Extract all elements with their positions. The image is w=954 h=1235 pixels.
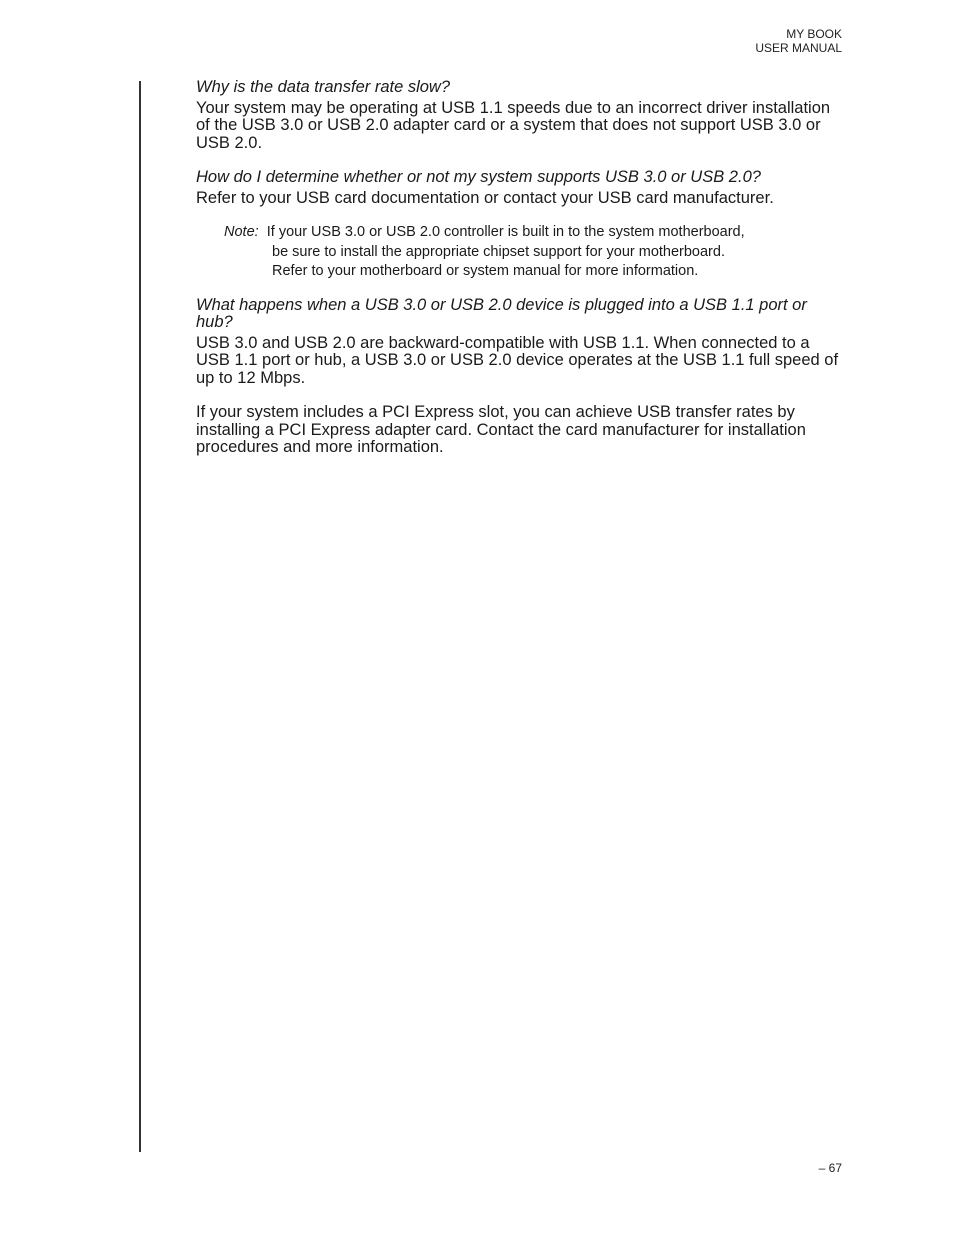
faq-question: How do I determine whether or not my system supports USB 3.0 or USB 2.0? — [196, 168, 761, 186]
note-line: Refer to your motherboard or system manual for more information. — [272, 263, 699, 279]
note-text: If your USB 3.0 or USB 2.0 controller is built in to the system motherboard, — [266, 224, 745, 240]
left-margin-rule — [139, 81, 141, 1152]
running-header — [755, 27, 842, 55]
note-line: be sure to install the appropriate chipset support for your motherboard. — [272, 243, 725, 260]
faq-answer: USB 3.0 and USB 2.0 are backward-compatible with USB 1.1. When connected to a USB 1.1 port or hub, a USB 3.0 or USB 2.0 device operates at the USB 1.1 full speed of up to 12 Mbps. — [196, 333, 839, 387]
faq-section-backward-compatibility — [196, 297, 846, 457]
faq-section-slow-transfer — [196, 79, 846, 152]
note-line — [224, 223, 846, 243]
note-block — [224, 223, 846, 282]
faq-question: What happens when a USB 3.0 or USB 2.0 device is plugged into a USB 1.1 port or hub? — [196, 295, 807, 331]
header-document-title: USER MANUAL — [755, 41, 842, 55]
faq-question: Why is the data transfer rate slow? — [196, 78, 451, 96]
note-label: Note: — [224, 224, 259, 240]
page-number: – 67 — [818, 1161, 842, 1175]
main-content — [196, 79, 846, 457]
faq-answer-continued: If your system includes a PCI Express slot, you can achieve USB transfer rates by installing a PCI Express adapter card. Contact the card manufacturer for installation procedures and more information. — [196, 403, 806, 456]
faq-section-usb-support — [196, 169, 846, 282]
faq-answer: Refer to your USB card documentation or contact your USB card manufacturer. — [196, 188, 774, 207]
header-product-name: MY BOOK — [786, 27, 842, 41]
faq-answer: Your system may be operating at USB 1.1 speeds due to an incorrect driver installation of the USB 3.0 or USB 2.0 adapter card or a system that does not support USB 3.0 or USB 2.0. — [196, 98, 831, 152]
